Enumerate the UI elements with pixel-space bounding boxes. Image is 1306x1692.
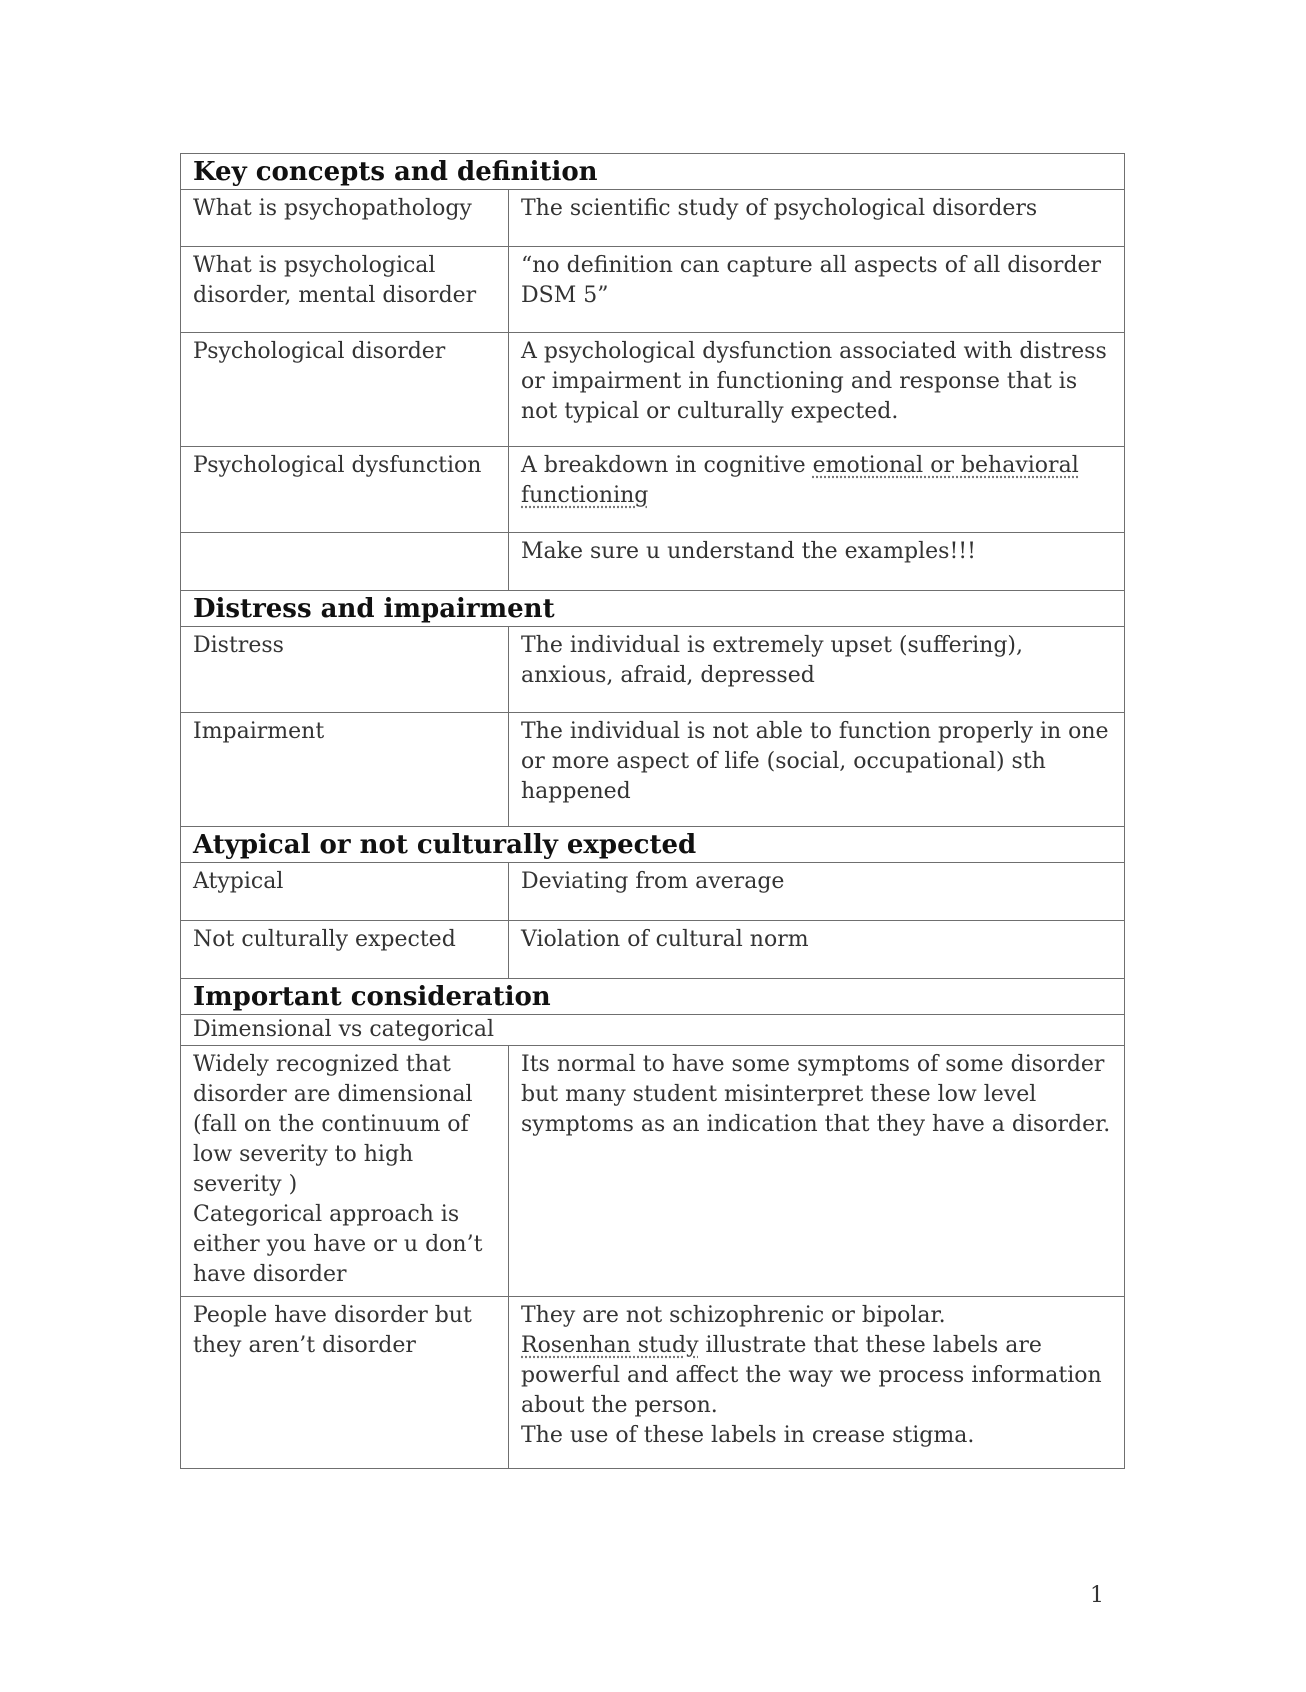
term-text: Categorical approach is either you have or u don’t have disorder [193, 1202, 483, 1287]
subsection-heading: Dimensional vs categorical [181, 1015, 1125, 1046]
table-row [181, 333, 1125, 447]
definition-text: illustrate that these labels are powerful and affect the way we process information about the person. [521, 1333, 1102, 1418]
term-cell: Psychological disorder [181, 333, 509, 447]
definition-underlined-text: emotional or behavioral functioning [521, 453, 1079, 508]
definition-cell [509, 447, 1125, 533]
page-number: 1 [1090, 1583, 1104, 1608]
definition-text: A breakdown in cognitive [521, 453, 813, 478]
table-row [181, 627, 1125, 713]
table-row [181, 247, 1125, 333]
term-cell: Distress [181, 627, 509, 713]
section-heading: Atypical or not culturally expected [181, 827, 1125, 863]
section-header-row [181, 591, 1125, 627]
notes-table [180, 153, 1125, 1469]
definition-cell: “no definition can capture all aspects of all disorder DSM 5” [509, 247, 1125, 333]
section-header-row [181, 827, 1125, 863]
definition-cell: Violation of cultural norm [509, 921, 1125, 979]
table-row [181, 713, 1125, 827]
term-cell: Impairment [181, 713, 509, 827]
section-heading: Distress and impairment [181, 591, 1125, 627]
term-cell [181, 533, 509, 591]
table-row [181, 533, 1125, 591]
subsection-row [181, 1015, 1125, 1046]
section-header-row [181, 154, 1125, 190]
definition-text [521, 1331, 1112, 1421]
definition-cell: Its normal to have some symptoms of some disorder but many student misinterpret these low level symptoms as an indication that they have a disorder. [509, 1046, 1125, 1297]
definition-text: The use of these labels in crease stigma. [521, 1423, 975, 1448]
section-heading: Key concepts and definition [181, 154, 1125, 190]
table-row [181, 1046, 1125, 1297]
definition-cell [509, 1297, 1125, 1469]
definition-cell: Make sure u understand the examples!!! [509, 533, 1125, 591]
table-row [181, 921, 1125, 979]
definition-text: They are not schizophrenic or bipolar. [521, 1303, 946, 1328]
term-cell: Atypical [181, 863, 509, 921]
table-row [181, 1297, 1125, 1469]
term-cell: What is psychological disorder, mental disorder [181, 247, 509, 333]
table-row [181, 447, 1125, 533]
term-text: Widely recognized that disorder are dimensional (fall on the continuum of low severity to high severity ) [193, 1052, 473, 1197]
definition-cell: A psychological dysfunction associated with distress or impairment in functioning and response that is not typical or culturally expected. [509, 333, 1125, 447]
section-header-row [181, 979, 1125, 1015]
term-cell: Psychological dysfunction [181, 447, 509, 533]
table-row [181, 863, 1125, 921]
term-cell [181, 1046, 509, 1297]
table-row [181, 190, 1125, 247]
definition-cell: Deviating from average [509, 863, 1125, 921]
definition-cell: The scientific study of psychological disorders [509, 190, 1125, 247]
term-cell: Not culturally expected [181, 921, 509, 979]
definition-underlined-text: Rosenhan study [521, 1333, 699, 1358]
definition-cell: The individual is extremely upset (suffering), anxious, afraid, depressed [509, 627, 1125, 713]
term-cell: What is psychopathology [181, 190, 509, 247]
definition-cell: The individual is not able to function properly in one or more aspect of life (social, occupational) sth happened [509, 713, 1125, 827]
section-heading: Important consideration [181, 979, 1125, 1015]
term-cell: People have disorder but they aren’t disorder [181, 1297, 509, 1469]
